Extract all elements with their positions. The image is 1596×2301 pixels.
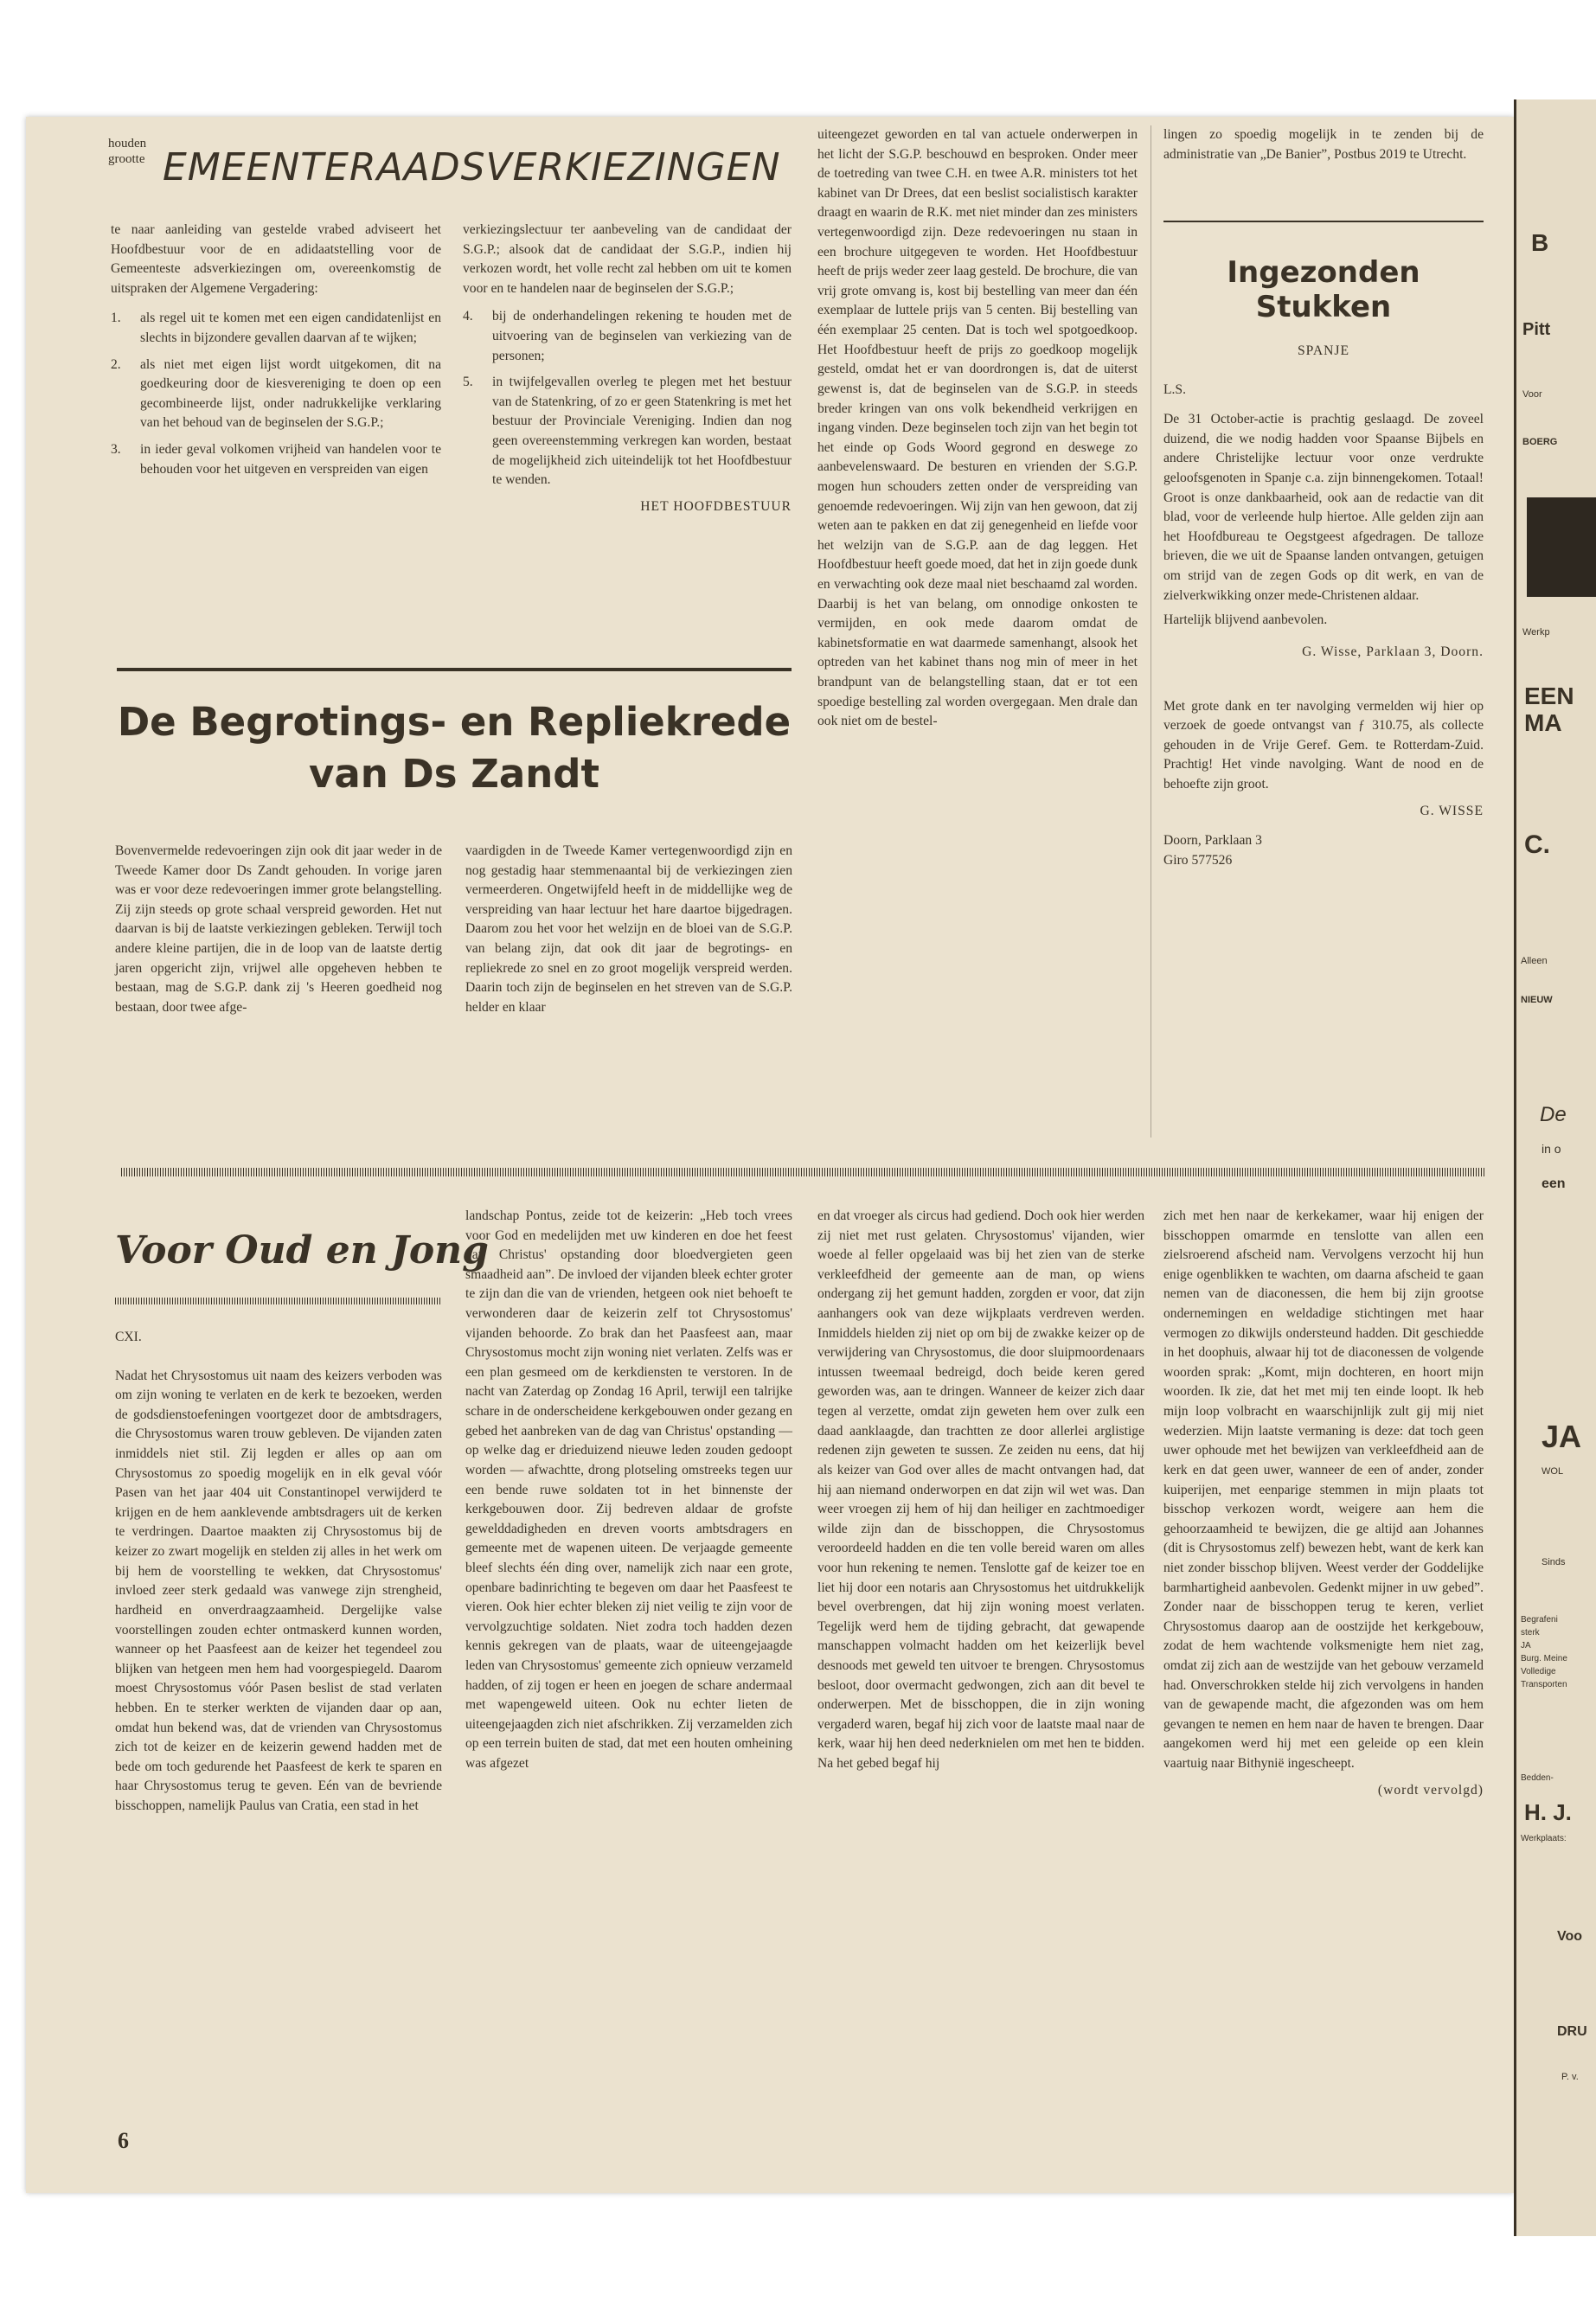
kicker: houden grootte <box>108 137 147 166</box>
section1-intro: te naar aanleiding van gestelde vrabed adviseert het Hoofdbestuur voor de en adidaatstelling voor de Gemeenteste adsverkiezingen om, overeenkomstig de uitspraken der Algemene Vergadering: <box>111 222 441 296</box>
edge-fragment: Bedden- <box>1521 1773 1554 1783</box>
edge-fragment: Pitt <box>1522 320 1551 339</box>
edge-fragment: in o <box>1542 1142 1561 1156</box>
edge-fragment: DRU <box>1557 2024 1587 2039</box>
list-item: 1. als regel uit te komen met een eigen candidatenlijst en slechts in bijzondere gevallen daarvan af te wijken; <box>111 311 441 346</box>
col4-body2-text: Met grote dank en ter navolging vermelden wij hier op verzoek de goede ontvangst van ƒ 310.75, als collecte gehouden in de Vrije Geref. Gem. te Rotterdam-Zuid. Prachtig! Het vinde navolging. Want de nood en de behoefte zijn groot. <box>1163 698 1484 792</box>
top-col3-text: uiteengezet geworden en tal van actuele onderwerpen in het licht der S.G.P. beschouwd en besproken. Onder meer de toetreding van twee C.H. en twee A.R. ministers tot het kabinet van Dr Drees, dat een beslist socialistisch karakter draagt en waarin de R.K. met niet minder dan zes ministers vertegenwoordigd zijn. Deze redevoeringen nu staan in een brochure uitgegeven te worden. Het Hoofdbestuur heeft de prijs weder zeer laag gesteld. De brochure, die van vrij grote omvang is, kost bij bestelling van meer dan één exemplaar de luttele prijs van 5 centen. Bij bestelling van één exemplaar 25 centen. Dat is toch wel spotgoedkoop. Het Hoofdbestuur heeft de prijs zo goedkoop mogelijk gesteld, omdat het er van doordrongen is, dat de uiterst gewenst is, dat de beginselen van de S.G.P. in steeds breder kringen van ons volk bekendheid verkrijgen en ingang vinden. Deze beginselen toch zijn van het begin tot het einde op Gods Woord gegrond en deswege zo aanbevelenswaard. De besturen en vrienden der S.G.P. mogen hun schouders zetten onder de verspreiding van genoemde redevoeringen. Wij zijn van hen gewoon, dat zij weten aan te pakken en dat zij genegenheid en liefde voor het welzijn van de S.G.P. aan de dag leggen. Het Hoofdbestuur heeft goede moed, dat het in zijn goede dunk en verwachting ook deze maal niet beschaamd zal worden. Daarbij is het van belang, om onnodige onkosten te vermijden, en ook mede daarom omdat de kabinetsformatie en wat daarmede samenhangt, alsook het optreden van het kabinet thans nog min of meer in het brandpunt van de belangstelling staan, dat er tot een spoedige bestelling zal worden overgegaan. Men drale dan ook niet om de bestel- <box>817 127 1138 729</box>
section3-col2 <box>465 1207 792 1774</box>
edge-fragment: De <box>1540 1103 1567 1126</box>
divider <box>117 668 792 671</box>
section1-col2 <box>463 221 792 517</box>
spanje-subheading: SPANJE <box>1297 343 1350 358</box>
edge-fragment: NIEUW <box>1521 995 1553 1005</box>
edge-fragment: B <box>1531 229 1549 256</box>
section3-col4 <box>1163 1207 1484 1800</box>
section1-list-right <box>463 307 792 490</box>
edge-fragment: H. J. <box>1524 1799 1572 1825</box>
section2-title-line2: van Ds Zandt <box>309 750 599 797</box>
section2-col2 <box>465 842 792 1017</box>
section1-col1 <box>111 221 441 486</box>
section3-col1-text: Nadat het Chrysostomus uit naam des keizers verboden was om zijn woning te verlaten en de kerk te bezoeken, werden de godsdienstoefeningen voortgezet door de ambtsdragers, die Chrysostomus waren trouw gebleven. De vijanden zaten inmiddels niet stil. Zij legden er alles op aan om Chrysostomus zo spoedig mogelijk en in elk geval vóór Pasen van het jaar 404 uit Constantinopel verwijderd te krijgen en de hem aanklevende ambtsdragers uit de kerken te verdringen. Daartoe maakten zij Chrysostomus bij de keizer zo zwart mogelijk en stelden zij alles in het werk om bij hem de voorstelling te wekken, dat Chrysostomus' invloed zeer sterk gedaald was vanwege zijn strengheid, hardheid en onverdraagzaamheid. Dergelijke valse voorstellingen zouden echter ontmaskerd kunnen worden, wanneer op het Paasfeest aan de keizer het tegendeel zou blijken van hetgeen men hem had voorgespiegeld. Daarom moest Chrysostomus vóór Pasen beslist de stad verlaten hebben. En te sterker werkten de vijanden daar op aan, omdat hun bekend was, dat de vrienden van Chrysostomus zich tot de keizer en de keizerin gewend hadden met de bede om toch gedurende het Paasfeest de kerk te sparen en haar Chrysostomus terug te geven. Eén van de bevriende bisschoppen, namelijk Paulus van Cratia, een stad in het <box>115 1368 442 1814</box>
section2-col1-text: Bovenvermelde redevoeringen zijn ook dit jaar weder in de Tweede Kamer door Ds Zandt gehouden. In vorige jaren was er voor deze redevoeringen immer grote belangstelling. Zij zijn steeds op grote schaal verspreid geworden. Het nut daarvan is bij de laatste verkiezingen gebleken. Terwijl toch andere kleine partijen, die in de loop van de laatste dertig jaren opgericht zijn, vrijwel alle opgeheven hebben te bestaan, mag de S.G.P. dank zij 's Heeren goedheid nog bestaan, door twee afge- <box>115 843 442 1015</box>
edge-fragment: P. v. <box>1561 2072 1579 2082</box>
title-underline <box>115 1298 442 1304</box>
section2-col2-text: vaardigden in de Tweede Kamer vertegenwoordigd zijn en nog gestadig haar stemmenaantal bij de verkiezingen zien vermeerderen. Ongetwijfeld heeft in de middellijke weg de verspreiding van haar lectuur het hare daartoe bijgedragen. Daarom zou het voor het welzijn en de bloei van de S.G.P. van belang zijn, dat ook dit jaar de begrotings- en repliekrede zo snel en zo groot mogelijk verspreid werden. Daarin toch zijn de beginselen en het streven van de S.G.P. helder en klaar <box>465 843 792 1015</box>
edge-fragment: BOERG <box>1522 437 1558 447</box>
edge-fragment: WOL <box>1542 1466 1564 1477</box>
edge-fragment: Werkplaats: <box>1521 1834 1567 1843</box>
giro: Giro 577526 <box>1163 852 1233 868</box>
ingezonden-heading: Ingezonden Stukken <box>1227 255 1420 324</box>
divider <box>1163 221 1484 222</box>
section2-title <box>108 696 800 800</box>
chapter-number: CXI. <box>115 1330 142 1344</box>
closing: Hartelijk blijvend aanbevolen. <box>1163 612 1328 628</box>
edge-fragment: Sinds <box>1542 1557 1566 1567</box>
section1-list-left <box>111 309 441 479</box>
edge-fragment: Begrafeni sterk JA Burg. Meine Volledige Transporten <box>1521 1615 1567 1689</box>
edge-fragment: Alleen <box>1521 956 1548 966</box>
top-col3 <box>817 125 1138 732</box>
edge-fragment: Voor <box>1522 389 1542 400</box>
edge-fragment: C. <box>1524 830 1550 859</box>
list-item: 2. als niet met eigen lijst wordt uitgekomen, dit na goedkeuring door de kiesvereniging te doen op een gecombineerde lijst, onder nadrukkelijke verklaring van het behoud van de beginselen der S.G.P.; <box>111 356 441 431</box>
signature-2: G. WISSE <box>1420 803 1484 818</box>
edge-fragment: Werkp <box>1522 627 1550 638</box>
col4-body-text: De 31 October-actie is prachtig geslaagd. De zoveel duizend, die we nodig hadden voor Spaanse Bijbels en andere Christelijke lectuur voor onze verdrukte geloofsgenoten in Spanje c.a. zijn binnengekomen. Totaal! Groot is onze dankbaarheid, ook aan de redactie van dit blad, voor de verleende hulp hiertoe. Alle gelden zijn aan het Hoofdbureau te Oegstgeest afgedragen. De talloze brieven, die we uit de Spaanse landen ontvangen, getuigen om strijd van de zegen Gods op dit werk, en van de zielverkwikking onzer mede-Christenen aldaar. <box>1163 412 1484 603</box>
list-item: 3. in ieder geval volkomen vrijheid van handelen voor te behouden voor het uitgeven en verspreiden van eigen <box>111 442 441 477</box>
section1-col2-intro: verkiezingslectuur ter aanbeveling van de candidaat der S.G.P.; alsook dat de candidaat der S.G.P., indien hij verkozen wordt, het volle recht zal hebben om uit te komen voor en te handelen naar de beginselen der S.G.P.; <box>463 222 792 296</box>
continued-note: (wordt vervolgd) <box>1377 1782 1484 1798</box>
section1-title: EMEENTERAADSVERKIEZINGEN <box>163 145 781 189</box>
section3-title: Voor Oud en Jong <box>115 1228 489 1272</box>
section-divider <box>121 1168 1486 1176</box>
section2-title-line1: De Begrotings- en Repliekrede <box>117 699 792 745</box>
section3-col3 <box>817 1207 1144 1774</box>
edge-fragment: JA <box>1542 1419 1582 1454</box>
edge-fragment: EEN MA <box>1524 683 1574 736</box>
section3-col2-text: landschap Pontus, zeide tot de keizerin: „Heb toch vrees voor God en medelijden met uw kinderen en doe het feest van Christus' opstanding door bloedvergieten geen smaadheid aan”. De invloed der vijanden bleek echter groter te zijn dan die van de vrienden, hetgeen ook niet behoeft te verwonderen daar de keizerin zelf tot Chrysostomus' vijanden behoorde. Zo brak dan het Paasfeest aan, maar Chrysostomus mocht zijn woning niet verlaten. Zelfs was er een plan gesmeed om de kerkdiensten te verstoren. In de nacht van Zaterdag op Zondag 16 April, terwijl een talrijke schare in de onderscheidene kerkgebouwen onder gezang en gebed het aanbreken van de dag van Christus' opstanding — op welke dag er drieduizend nieuwe leden zouden gedoopt worden — afwachtte, drong plotseling omstreeks tegen uur een bende ruwe soldaten tot in het binnenste der kerkgebouwen door. Zij bedreven aldaar de grofste gewelddadigheden en dreven voorts ambtsdragers en gemeente met de wapenen uiteen. De verjaagde gemeente bleef slechts één ding over, namelijk zich naar een grote, openbare badinrichting te begeven om daar het Paasfeest te vieren. Ook hier echter bleken zij niet veilig te zijn voor de vervolgzuchtige soldaten. Niet zodra toch hadden dezen kennis gekregen van de plaats, waar de uiteengejaagde leden van Chrysostomus' gemeente zich opnieuw verzameld hadden, of zij togen er heen en joegen de schare andermaal met wapengeweld uiteen. Ook nu echter lieten de uiteengejaagden zich niet afschrikken. Zij verzamelden zich op een terrein buiten de stad, dat met een houten omheining was afgezet <box>465 1208 792 1772</box>
section2-col1 <box>115 842 442 1017</box>
salutation: L.S. <box>1163 381 1186 397</box>
edge-black-block <box>1527 497 1596 597</box>
signature-1: G. Wisse, Parklaan 3, Doorn. <box>1302 644 1484 659</box>
section3-col3-text: en dat vroeger als circus had gediend. Doch ook hier werden zij niet met rust gelaten. Chrysostomus' vijanden, wier woede al feller opgelaaid was bij het zien van de sterke verkleefdheid der gemeente aan de man, op wiens ondergang zij het gemunt hadden, zorgden er voor, dat zijn aanhangers ook van deze wijkplaats verdreven werden. Inmiddels hielden zij niet op om bij de zwakke keizer op de verwijdering van Chrysostomus, die door sluipmoordenaars intussen tweemaal bedreigd, doch beide keren gered geworden was, aan te dringen. Wanneer de keizer zich daar tegen al verzette, omdat zijn geweten hem over zulk een daad aanklaagde, dan trachtten ze door allerlei arglistige redenen zijn geweten te sussen. Ze zeiden nu eens, dat hij als keizer van God over alles de macht ontvangen had, dat hij aan niemand onderworpen en dat zijn wil wet was. Dan weer vroegen zij hem of hij dan heiliger en zachtmoediger wilde zijn dan de bisschoppen, die Chrysostomus veroordeeld hadden en die ten volle bereid waren om alles voor hun rekening te nemen. Tenslotte gaf de keizer toe en liet hij door een notaris aan Chrysostomus het uitdrukkelijk bevel overbrengen, dat hij zijn woning moest verlaten. Tegelijk werd hem de tijding gebracht, dat gewapende manschappen volmacht hadden om het keizerlijk bevel desnoods met geweld ten uitvoer te brengen. Chrysostomus besloot, door overmacht gedwongen, zich aan dit bevel te onderwerpen. Met de bisschoppen, die in zijn woning vergaderd waren, begaf hij zich voor de laatste maal naar de kerk, waar hij hen deed nederknielen om met hen te bidden. Na het gebed begaf hij <box>817 1208 1145 1772</box>
col4-top-text: lingen zo spoedig mogelijk in te zenden bij de administratie van „De Banier”, Postbus 2019 te Utrecht. <box>1163 127 1484 162</box>
top-col4 <box>1163 125 1484 164</box>
list-item: 4. bij de onderhandelingen rekening te houden met de uitvoering van de beginselen van verkiezing van de personen; <box>463 309 792 363</box>
section1-signature: HET HOOFDBESTUUR <box>640 498 792 514</box>
page-number: 6 <box>118 2128 129 2153</box>
adjacent-page-edge <box>1514 99 1596 2236</box>
list-item: 5. in twijfelgevallen overleg te plegen met het bestuur van de Statenkring, of zo er geen Statenkring is met het bestuur der Provinciale Vereniging. Indien dan nog geen overeenstemming verkregen kan worden, bestaat de mogelijkheid zich uiteindelijk tot het Hoofdbestuur te wenden. <box>463 375 792 488</box>
edge-fragment: Voo <box>1557 1929 1583 1944</box>
section3-col4-text: zich met hen naar de kerkekamer, waar hij enigen der bisschoppen omarmde en tenslotte van allen een zielsroerend afscheid nam. Vervolgens verzocht hij hun enige ogenblikken te wachten, om daarna afscheid te gaan nemen van de diaconessen, die hem bij zijn grootse ondernemingen en weldadige stichtingen met haar vermogen zo dikwijls ondersteund hadden. Dit geschiedde in het doophuis, alwaar hij tot de diaconessen de volgende woorden sprak: „Komt, mijn dochteren, en hoort mijn woorden. Ik zie, dat het met mij ten einde loopt. Ik heb mijn loop volbracht en waarschijnlijk zult gij mij niet wederzien. Mijn laatste vermaning is deze: dat toch geen uwer ophoude met het bewijzen van verkleefdheid aan de kerk en dat geen uwer, wanneer de een of ander, zonder kuiperijen, met eenparige stemmen in mijn plaats tot bisschop verkozen wordt, weigere aan hem die gehoorzaamheid te bewijzen, die ge altijd aan Johannes (dit is Chrysostomus zelf) bewezen hebt, want de kerk kan niet zonder bisschop blijven. Weest verder der Goddelijke barmhartigheid aanbevolen. Gedenkt mijner in uw gebed”. Zonder naar de bisschoppen terug te keren, verliet Chrysostomus daarop aan de oostzijde het kerkgebouw, zodat de hem wachtende volksmenigte hem niet zag, omdat zij zich aan de westzijde van het gebouw verzameld had. Onverschrokken stelde hij zich vervolgens in handen van de gewapende macht, die afgezonden was om hem gevangen te nemen en hem naar de haven te brengen. Daar aangekomen werd hij met een geleide op een klein vaartuig naar Bithynië ingescheept. <box>1163 1208 1484 1772</box>
section3-col1 <box>115 1328 442 1817</box>
address: Doorn, Parklaan 3 <box>1163 833 1262 849</box>
col4-body <box>1163 342 1484 870</box>
edge-fragment: een <box>1542 1176 1566 1191</box>
